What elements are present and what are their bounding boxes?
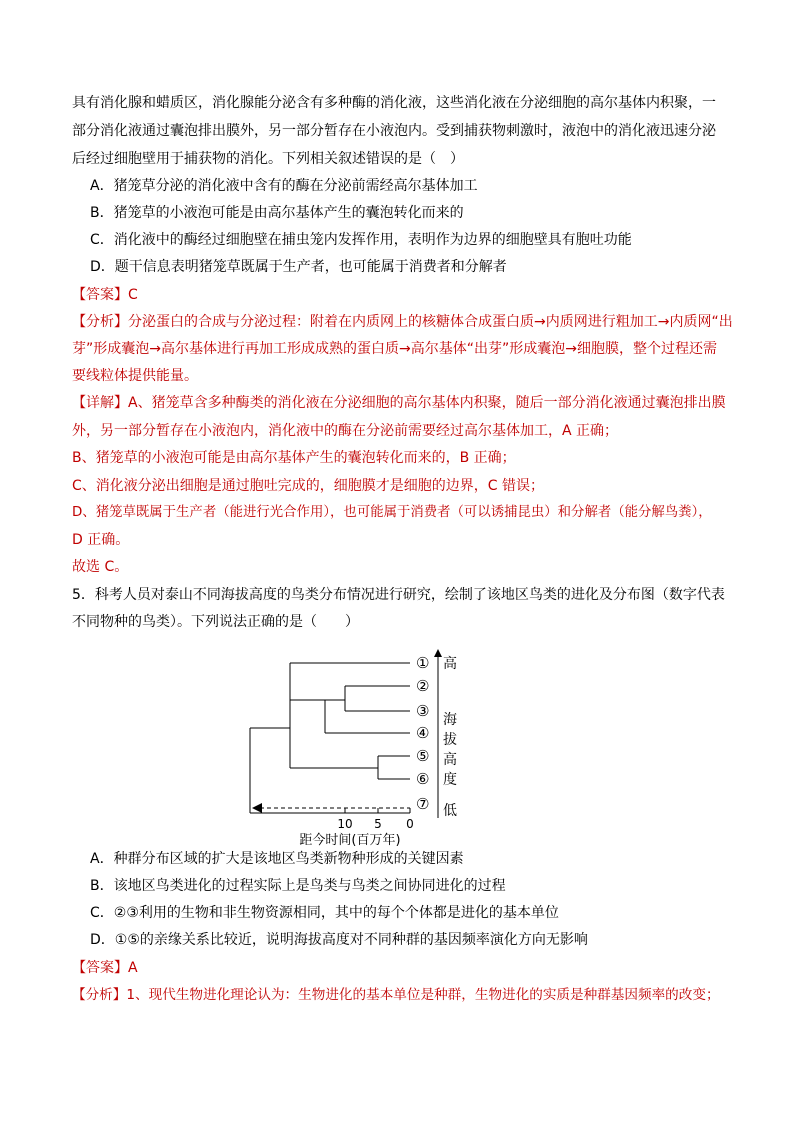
q4-detail-line-5: D、猪笼草既属于生产者（能进行光合作用），也可能属于消费者（可以诱捕昆虫）和分解者（能分解鸟粪）， <box>72 505 712 520</box>
q5-option-c: C．②③利用的生物和非生物资源相同，其中的每个个体都是进化的基本单位 <box>90 905 559 921</box>
species-label-7: ⑦ <box>416 795 430 813</box>
q4-detail-line-6: D 正确。 <box>72 532 130 548</box>
q5-option-b: B．该地区鸟类进化的过程实际上是鸟类与鸟类之间协同进化的过程 <box>90 878 506 894</box>
q4-analysis-line-1 <box>72 312 733 332</box>
altitude-arrow-icon <box>434 649 442 657</box>
q5-option-d: D．①⑤的亲缘关系比较近，说明海拔高度对不同种群的基因频率演化方向无影响 <box>90 932 588 948</box>
q5-answer <box>72 958 138 978</box>
time-arrow-icon <box>252 803 262 813</box>
q4-analysis-line-2: 芽”形成囊泡→高尔基体进行再加工形成成熟的蛋白质→高尔基体“出芽”形成囊泡→细胞膜，整个过程还需 <box>72 341 717 357</box>
species-labels <box>416 654 429 813</box>
q4-answer <box>72 285 138 305</box>
species-label-1: ① <box>416 654 430 672</box>
detail-label: 【详解】 <box>72 395 128 411</box>
phylogeny-figure <box>240 648 480 848</box>
q5-option-a: A．种群分布区域的扩大是该地区鸟类新物种形成的关键因素 <box>90 851 464 867</box>
q4-conclusion: 故选 C。 <box>72 559 129 575</box>
q4-detail-line-2: 外，另一部分暂存在小液泡内，消化液中的酶在分泌前需要经过高尔基体加工，A 正确； <box>72 423 619 439</box>
tree-branches <box>250 663 410 813</box>
altitude-label-char-4: 度 <box>443 772 457 788</box>
q4-detail-line-1 <box>72 393 726 413</box>
q5-answer-label: 【答案】 <box>72 960 128 976</box>
q5-analysis-label: 【分析】 <box>72 987 127 1003</box>
q4-option-d: D．题干信息表明猪笼草既属于生产者，也可能属于消费者和分解者 <box>90 259 507 275</box>
q5-stem-line-1: 5．科考人员对泰山不同海拔高度的鸟类分布情况进行研究，绘制了该地区鸟类的进化及分布图（数字代表 <box>72 587 725 603</box>
q5-answer-value: A <box>128 960 138 976</box>
altitude-label-char-1: 海 <box>443 712 457 728</box>
answer-value: C <box>128 287 138 303</box>
answer-label: 【答案】 <box>72 287 128 303</box>
q4-option-c: C．消化液中的酶经过细胞壁在捕虫笼内发挥作用，表明作为边界的细胞壁具有胞吐功能 <box>90 232 632 248</box>
q4-detail-line-4: C、消化液分泌出细胞是通过胞吐完成的，细胞膜才是细胞的边界，C 错误； <box>72 478 544 494</box>
q4-option-b: B．猪笼草的小液泡可能是由高尔基体产生的囊泡转化而来的 <box>90 205 464 221</box>
species-label-4: ④ <box>416 724 430 742</box>
q4-detail-line-3: B、猪笼草的小液泡可能是由高尔基体产生的囊泡转化而来的，B 正确； <box>72 450 516 466</box>
time-axis-label: 距今时间(百万年) <box>299 833 401 848</box>
species-label-5: ⑤ <box>416 747 430 765</box>
q4-stem-line-2: 部分消化液通过囊泡排出膜外，另一部分暂存在小液泡内。受到捕获物刺激时，液泡中的消化液迅速分泌 <box>72 123 716 139</box>
tick-label-10: 10 <box>337 817 353 831</box>
species-label-2: ② <box>416 677 430 695</box>
q5-analysis-text: 1、现代生物进化理论认为：生物进化的基本单位是种群，生物进化的实质是种群基因频率的改变； <box>126 987 720 1003</box>
tick-label-0: 0 <box>406 817 414 831</box>
tick-label-5: 5 <box>374 817 382 831</box>
altitude-high-label: 高 <box>443 656 457 672</box>
altitude-label-char-3: 高 <box>443 752 457 768</box>
q5-stem-line-2: 不同物种的鸟类）。下列说法正确的是（ ） <box>72 614 359 630</box>
analysis-label: 【分析】 <box>72 314 128 330</box>
altitude-low-label: 低 <box>443 803 457 819</box>
q4-stem-line-3: 后经过细胞壁用于捕获物的消化。下列相关叙述错误的是（ ） <box>72 151 464 167</box>
q4-stem-line-1: 具有消化腺和蜡质区，消化腺能分泌含有多种酶的消化液，这些消化液在分泌细胞的高尔基体内积聚，一 <box>72 95 716 111</box>
q4-option-a: A．猪笼草分泌的消化液中含有的酶在分泌前需经高尔基体加工 <box>90 178 478 194</box>
altitude-label-char-2: 拔 <box>443 732 457 748</box>
q4-analysis-line-3: 要线粒体提供能量。 <box>72 368 198 384</box>
analysis-text: 分泌蛋白的合成与分泌过程：附着在内质网上的核糖体合成蛋白质→内质网进行粗加工→内质网“出 <box>128 314 733 330</box>
q5-analysis <box>72 985 720 1005</box>
species-label-3: ③ <box>416 702 430 720</box>
species-label-6: ⑥ <box>416 770 430 788</box>
detail-text: A、猪笼草含多种酶类的消化液在分泌细胞的高尔基体内积聚，随后一部分消化液通过囊泡排出膜 <box>128 395 726 411</box>
